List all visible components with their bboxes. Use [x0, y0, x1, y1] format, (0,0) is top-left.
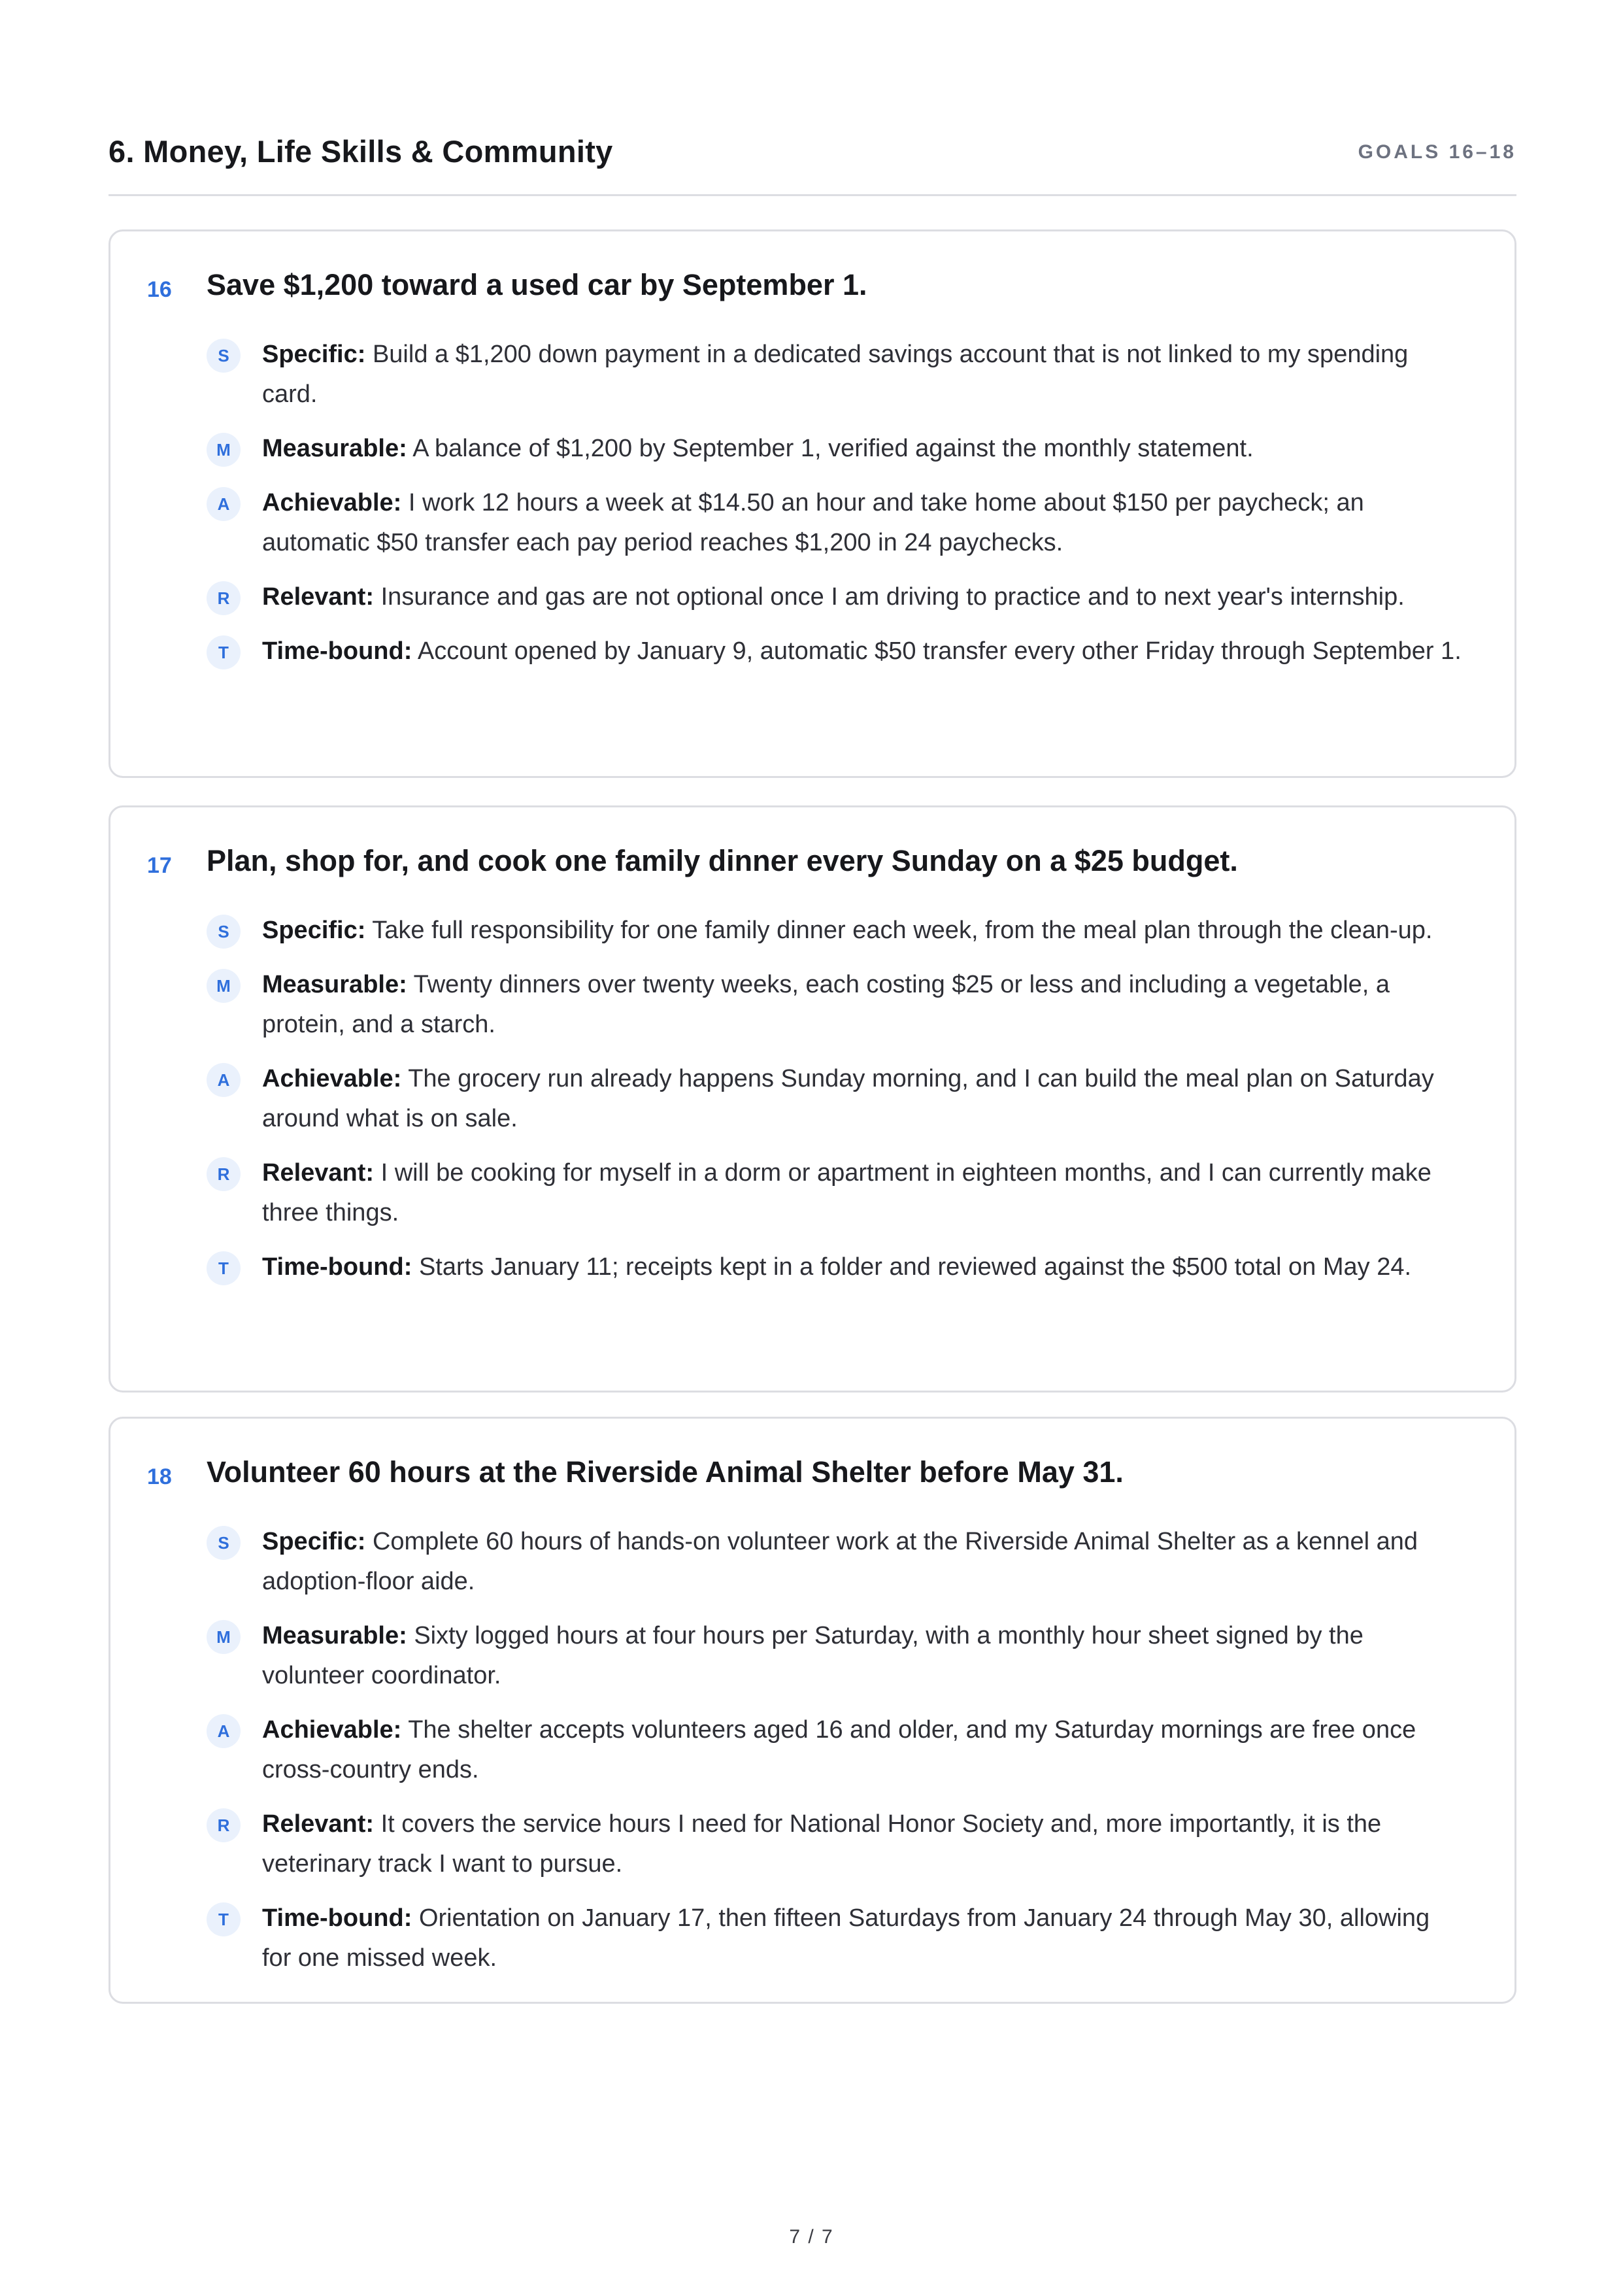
criterion-text: Orientation on January 17, then fifteen Saturdays from January 24 through May 30, allowing for one missed week.	[262, 1904, 1430, 1972]
criterion-time-bound	[207, 632, 1462, 671]
page-number: 7 / 7	[789, 2226, 834, 2248]
criterion-achievable	[207, 483, 1462, 563]
criterion-label: Specific:	[262, 917, 366, 944]
criterion-label: Specific:	[262, 341, 366, 368]
goal-card-16	[109, 229, 1516, 778]
measurable-badge: M	[207, 969, 241, 1003]
achievable-badge: A	[207, 487, 241, 521]
criterion-label: Relevant:	[262, 1810, 375, 1838]
criterion-achievable	[207, 1710, 1462, 1790]
criterion-text: Insurance and gas are not optional once I am driving to practice and to next year's internship.	[380, 583, 1405, 611]
measurable-badge: M	[207, 1620, 241, 1654]
criterion-time-bound	[207, 1247, 1462, 1287]
smart-criteria-list	[207, 911, 1462, 1302]
criterion-label: Relevant:	[262, 1159, 375, 1187]
criterion-label: Time-bound:	[262, 1904, 412, 1932]
time-bound-badge: T	[207, 1902, 241, 1936]
smart-criteria-list	[207, 335, 1462, 686]
goal-number: 16	[147, 277, 172, 302]
criterion-label: Achievable:	[262, 1716, 402, 1744]
time-bound-badge: T	[207, 635, 241, 669]
time-bound-badge: T	[207, 1251, 241, 1285]
criterion-text: Account opened by January 9, automatic $50 transfer every other Friday through September 1.	[417, 637, 1462, 665]
achievable-badge: A	[207, 1063, 241, 1097]
criterion-label: Measurable:	[262, 435, 407, 462]
goal-title: Save $1,200 toward a used car by September 1.	[207, 268, 867, 301]
goal-title: Plan, shop for, and cook one family dinner every Sunday on a $25 budget.	[207, 844, 1238, 877]
criterion-label: Relevant:	[262, 583, 375, 611]
criterion-text: I work 12 hours a week at $14.50 an hour and take home about $150 per paycheck; an automatic $50 transfer each pay period reaches $1,200 in 24 paychecks.	[262, 489, 1364, 556]
criterion-measurable	[207, 965, 1462, 1045]
criterion-text: The shelter accepts volunteers aged 16 and older, and my Saturday mornings are free once cross-country ends.	[262, 1716, 1416, 1783]
goal-number: 17	[147, 853, 172, 878]
criterion-label: Specific:	[262, 1528, 366, 1555]
goal-title: Volunteer 60 hours at the Riverside Animal Shelter before May 31.	[207, 1455, 1124, 1489]
section-title: 6. Money, Life Skills & Community	[109, 134, 613, 169]
goal-card-17	[109, 805, 1516, 1393]
goal-card-18	[109, 1417, 1516, 2004]
criterion-time-bound	[207, 1899, 1462, 1978]
achievable-badge: A	[207, 1714, 241, 1748]
criterion-text: Complete 60 hours of hands-on volunteer work at the Riverside Animal Shelter as a kennel and adoption-floor aide.	[262, 1528, 1418, 1595]
specific-badge: S	[207, 1526, 241, 1560]
criterion-achievable	[207, 1059, 1462, 1139]
criterion-measurable	[207, 429, 1462, 469]
criterion-relevant	[207, 1804, 1462, 1884]
specific-badge: S	[207, 915, 241, 949]
criterion-label: Achievable:	[262, 489, 402, 516]
criterion-relevant	[207, 1153, 1462, 1233]
criterion-text: A balance of $1,200 by September 1, verified against the monthly statement.	[412, 435, 1254, 462]
criterion-text: Sixty logged hours at four hours per Saturday, with a monthly hour sheet signed by the volunteer coordinator.	[262, 1622, 1364, 1689]
relevant-badge: R	[207, 1157, 241, 1191]
criterion-label: Time-bound:	[262, 637, 412, 665]
criterion-label: Time-bound:	[262, 1253, 412, 1281]
criterion-label: Achievable:	[262, 1065, 402, 1092]
criterion-relevant	[207, 577, 1462, 617]
criterion-text: It covers the service hours I need for National Honor Society and, more importantly, it is the veterinary track I want to pursue.	[262, 1810, 1382, 1878]
criterion-text: The grocery run already happens Sunday morning, and I can build the meal plan on Saturday around what is on sale.	[262, 1065, 1434, 1132]
criterion-text: Build a $1,200 down payment in a dedicated savings account that is not linked to my spending card.	[262, 341, 1409, 408]
criterion-label: Measurable:	[262, 971, 407, 998]
criterion-text: Starts January 11; receipts kept in a folder and reviewed against the $500 total on May 24.	[418, 1253, 1412, 1281]
specific-badge: S	[207, 339, 241, 373]
criterion-text: Take full responsibility for one family dinner each week, from the meal plan through the clean-up.	[372, 917, 1433, 944]
criterion-text: Twenty dinners over twenty weeks, each costing $25 or less and including a vegetable, a protein, and a starch.	[262, 971, 1390, 1038]
criterion-text: I will be cooking for myself in a dorm or apartment in eighteen months, and I can currently make three things.	[262, 1159, 1431, 1226]
criterion-measurable	[207, 1616, 1462, 1696]
criterion-label: Measurable:	[262, 1622, 407, 1649]
relevant-badge: R	[207, 1808, 241, 1842]
measurable-badge: M	[207, 433, 241, 467]
goal-number: 18	[147, 1464, 172, 1489]
section-goal-range: GOALS 16–18	[1358, 141, 1516, 163]
smart-criteria-list	[207, 1522, 1462, 1993]
section-header	[109, 124, 1516, 196]
relevant-badge: R	[207, 581, 241, 615]
criterion-specific	[207, 911, 1462, 951]
criterion-specific	[207, 335, 1462, 414]
criterion-specific	[207, 1522, 1462, 1602]
